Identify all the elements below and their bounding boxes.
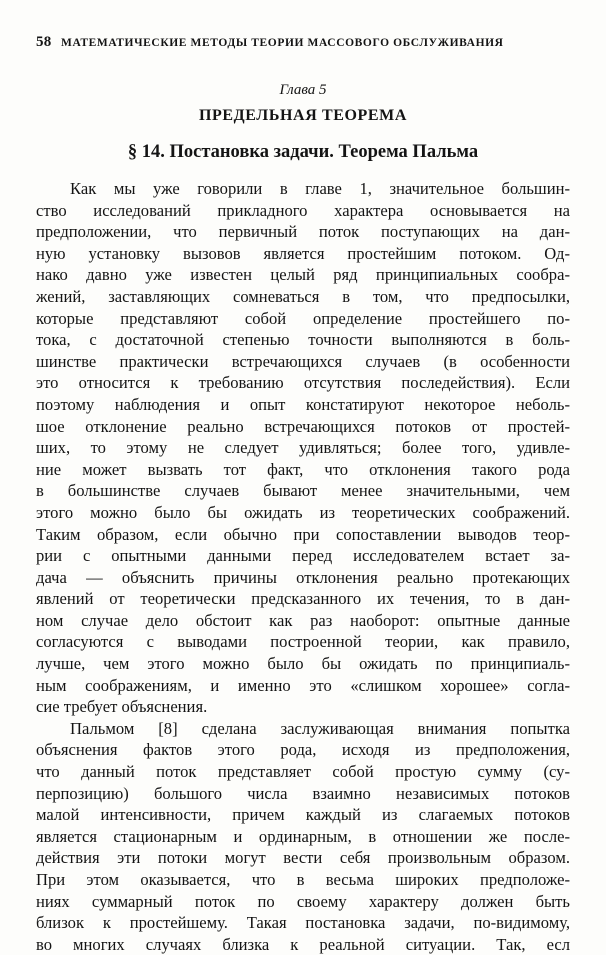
running-header: [36, 34, 576, 51]
text-line: явлений от теоретически предсказанного их течения, то в дан-: [36, 589, 570, 609]
text-line: нако давно уже известен целый ряд принципиальных сообра-: [36, 265, 570, 285]
text-line: шое отклонение реально встречающихся потоков от простей-: [36, 416, 570, 436]
text-line: действия эти потоки могут вести себя произвольным образом.: [36, 848, 570, 868]
text-line: поэтому наблюдения и опыт констатируют некоторое неболь-: [36, 394, 570, 414]
text-line: во многих случаях близка к реальной ситуации. Так, есл: [36, 934, 570, 954]
text-line: ниях суммарный поток по своему характеру должен быть: [36, 891, 570, 911]
text-line: предположении, что первичный поток поступающих на дан-: [36, 222, 570, 242]
text-line: это относится к требованию отсутствия последействия). Если: [36, 373, 570, 393]
section-title: § 14. Постановка задачи. Теорема Пальма: [127, 142, 479, 162]
text-line: близок к простейшему. Такая постановка задачи, по-видимому,: [36, 913, 570, 933]
chapter-title: ПРЕДЕЛЬНАЯ ТЕОРЕМА: [198, 107, 408, 124]
text-line: объяснения фактов этого рода, исходя из предположения,: [36, 740, 570, 760]
text-line: Пальмом [8] сделана заслуживающая внимания попытка: [70, 718, 570, 738]
paragraph-1: [36, 178, 570, 718]
text-line: жений, заставляющих сомневаться в том, что предпосылки,: [36, 286, 570, 306]
text-line: в большинстве случаев бывают менее значительными, чем: [36, 481, 570, 501]
text-line: Таким образом, если обычно при сопоставлении выводов теор-: [36, 524, 570, 544]
text-line: ную установку вызовов является простейшим потоком. Од-: [36, 243, 570, 263]
text-line: ном случае дело обстоит как раз наоборот: опытные данные: [36, 610, 570, 630]
text-line: ным соображениям, и именно это «слишком хорошее» согла-: [36, 675, 570, 695]
text-line: При этом оказывается, что в весьма широких предположе-: [36, 870, 570, 889]
text-line: лучше, чем этого можно было бы ожидать по принципиаль-: [36, 654, 570, 674]
body-text: [36, 178, 570, 955]
text-line: этого можно было бы ожидать из теоретических соображений.: [36, 502, 570, 522]
text-line: сие требует объяснения.: [36, 697, 208, 717]
text-line: является стационарным и ординарным, в отношении же после-: [36, 826, 570, 846]
text-line: что данный поток представляет собой простую сумму (су-: [36, 762, 570, 782]
text-line: ших, то этому не следует удивляться; более того, удивле-: [36, 438, 570, 458]
text-line: малой интенсивности, причем каждый из слагаемых потоков: [36, 805, 570, 825]
text-line: Как мы уже говорили в главе 1, значительное большин-: [70, 179, 570, 198]
text-line: тока, с достаточной степенью точности выполняются в боль-: [36, 330, 570, 350]
text-line: рии с опытными данными перед исследователем встает за-: [36, 546, 570, 566]
chapter-label: Глава 5: [279, 82, 327, 98]
paragraph-2: [36, 718, 570, 955]
text-line: дача — объяснить причины отклонения реально протекающих: [36, 567, 570, 587]
running-title: МАТЕМАТИЧЕСКИЕ МЕТОДЫ ТЕОРИИ МАССОВОГО ОБСЛУЖИВАНИЯ: [61, 37, 504, 49]
text-line: которые представляют собой определение простейшего по-: [36, 308, 570, 328]
text-line: шинстве практически встречающихся случаев (в особенности: [36, 351, 570, 371]
page-number: 58: [36, 34, 52, 50]
text-line: ние может вызвать тот факт, что отклонения такого рода: [36, 459, 570, 479]
text-line: ство исследований прикладного характера основывается на: [36, 200, 570, 220]
text-line: согласуются с выводами построенной теории, как правило,: [36, 632, 570, 652]
text-line: перпозицию) большого числа взаимно независимых потоков: [36, 783, 570, 803]
